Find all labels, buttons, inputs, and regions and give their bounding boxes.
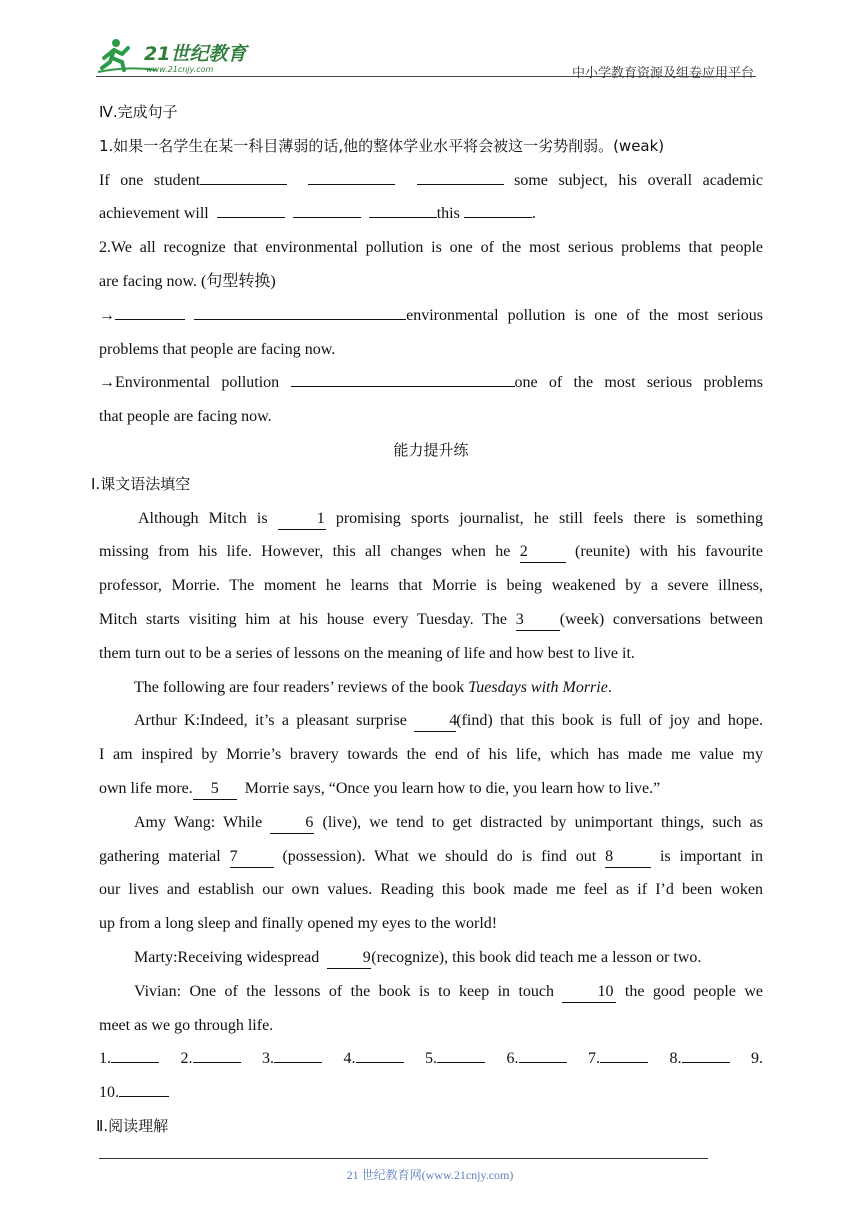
review-arthur-line-2: I am inspired by Morrie’s bravery towards the end of his life, which has made me value my (99, 746, 763, 764)
question-1-prompt: 1.如果一名学生在某一科目薄弱的话,他的整体学业水平将会被这一劣势削弱。(weak) (99, 136, 665, 155)
answer-slot[interactable]: 8. (670, 1042, 730, 1076)
numbered-blank[interactable]: 10 (562, 982, 616, 1003)
svg-text:21世纪教育: 21世纪教育 (144, 43, 247, 65)
answer-slot[interactable]: 7. (588, 1042, 648, 1076)
numbered-blank[interactable]: 8 (605, 847, 651, 868)
answer-slot[interactable]: 5. (425, 1042, 485, 1076)
answer-slot[interactable]: 9. (751, 1050, 763, 1068)
numbered-blank[interactable]: 9 (327, 948, 371, 969)
paragraph-1-line-4: Mitch starts visiting him at his house every Tuesday. The 3 (week) conversations between (99, 603, 763, 637)
platform-name: 中小学教育资源及组卷应用平台 (571, 66, 754, 81)
numbered-blank[interactable]: 7 (230, 847, 274, 868)
review-vivian-line-2: meet as we go through life. (99, 1016, 274, 1034)
answer-slot[interactable]: 4. (344, 1042, 404, 1076)
paragraph-1-line-3: professor, Morrie. The moment he learns that Morrie is being weakened by a severe illness, (99, 577, 763, 595)
review-amy-line-2: gathering material 7 (possession). What we should do is find out 8 is important in (99, 840, 763, 874)
answer-blank[interactable] (200, 164, 287, 185)
numbered-blank[interactable]: 2 (520, 542, 566, 563)
review-amy-line-1: Amy Wang: While 6 (live), we tend to get distracted by unimportant things, such as (99, 806, 763, 840)
answer-blank[interactable] (417, 164, 504, 185)
answer-slot[interactable]: 6. (507, 1042, 567, 1076)
numbered-blank[interactable]: 6 (270, 813, 314, 834)
section-title: Ⅱ.阅读理解 (96, 1116, 169, 1135)
question-1-line-1: If one student some subject, his overall academic (99, 164, 763, 198)
book-title: Tuesdays with Morrie (468, 678, 608, 696)
answer-blank[interactable] (369, 197, 437, 218)
21cnjy-logo (96, 36, 266, 76)
question-2-line-3: → environmental pollution is one of the most serious (99, 299, 763, 333)
numbered-blank[interactable]: 4 (414, 711, 456, 732)
answer-blank[interactable] (115, 299, 185, 320)
answer-row (99, 1042, 763, 1076)
review-amy-line-3: our lives and establish our own values. Reading this book made me feel as if I’d been woken (99, 881, 763, 899)
footer-divider (99, 1158, 708, 1159)
answer-blank[interactable] (293, 197, 361, 218)
question-2-line-5: →Environmental pollution one of the most serious problems (99, 366, 763, 400)
question-2-line-2: are facing now. (句型转换) (99, 272, 276, 290)
svg-text:www.21cnjy.com: www.21cnjy.com (146, 65, 214, 74)
review-vivian-line-1: Vivian: One of the lessons of the book is to keep in touch 10 the good people we (99, 975, 763, 1009)
footer-text[interactable]: 21 世纪教育网(www.21cnjy.com) (346, 1168, 514, 1182)
paragraph-1-line-1: Although Mitch is 1 promising sports journalist, he still feels there is something (99, 502, 763, 536)
answer-slot[interactable]: 1. (99, 1042, 159, 1076)
paragraph-1-line-2: missing from his life. However, this all changes when he 2 (reunite) with his favourite (99, 535, 763, 569)
section-title: Ⅳ.完成句子 (99, 103, 178, 121)
question-2-line-4: problems that people are facing now. (99, 340, 336, 358)
header-divider (96, 76, 756, 77)
numbered-blank[interactable]: 5 (193, 779, 237, 800)
question-2-line-1: 2.We all recognize that environmental pollution is one of the most serious problems that people (99, 239, 763, 257)
answer-slot-10[interactable]: 10. (99, 1076, 763, 1110)
answer-blank[interactable] (291, 366, 515, 387)
paragraph-2: The following are four readers’ reviews of the book Tuesdays with Morrie. (134, 678, 612, 696)
section-heading: 能力提升练 (393, 440, 469, 459)
numbered-blank[interactable]: 1 (278, 509, 326, 530)
answer-blank[interactable] (308, 164, 395, 185)
question-1-line-2: achievement will this . (99, 197, 763, 231)
answer-slot[interactable]: 2. (181, 1042, 241, 1076)
answer-slot[interactable]: 3. (262, 1042, 322, 1076)
question-2-line-6: that people are facing now. (99, 408, 272, 426)
review-arthur-line-3: own life more. 5 Morrie says, “Once you learn how to die, you learn how to live.” (99, 772, 763, 806)
page-header (96, 30, 756, 81)
answer-blank[interactable] (464, 197, 532, 218)
section-title: Ⅰ.课文语法填空 (91, 474, 191, 493)
answer-blank[interactable] (217, 197, 285, 218)
answer-blank[interactable] (194, 299, 406, 320)
review-marty: Marty:Receiving widespread 9(recognize), this book did teach me a lesson or two. (99, 941, 763, 975)
document-body (91, 96, 764, 1144)
numbered-blank[interactable]: 3 (516, 610, 560, 631)
paragraph-1-line-5: them turn out to be a series of lessons on the meaning of life and how best to live it. (99, 644, 635, 662)
review-arthur-line-1: Arthur K:Indeed, it’s a pleasant surprise 4(find) that this book is full of joy and hope. (99, 704, 763, 738)
review-amy-line-4: up from a long sleep and finally opened my eyes to the world! (99, 915, 498, 933)
